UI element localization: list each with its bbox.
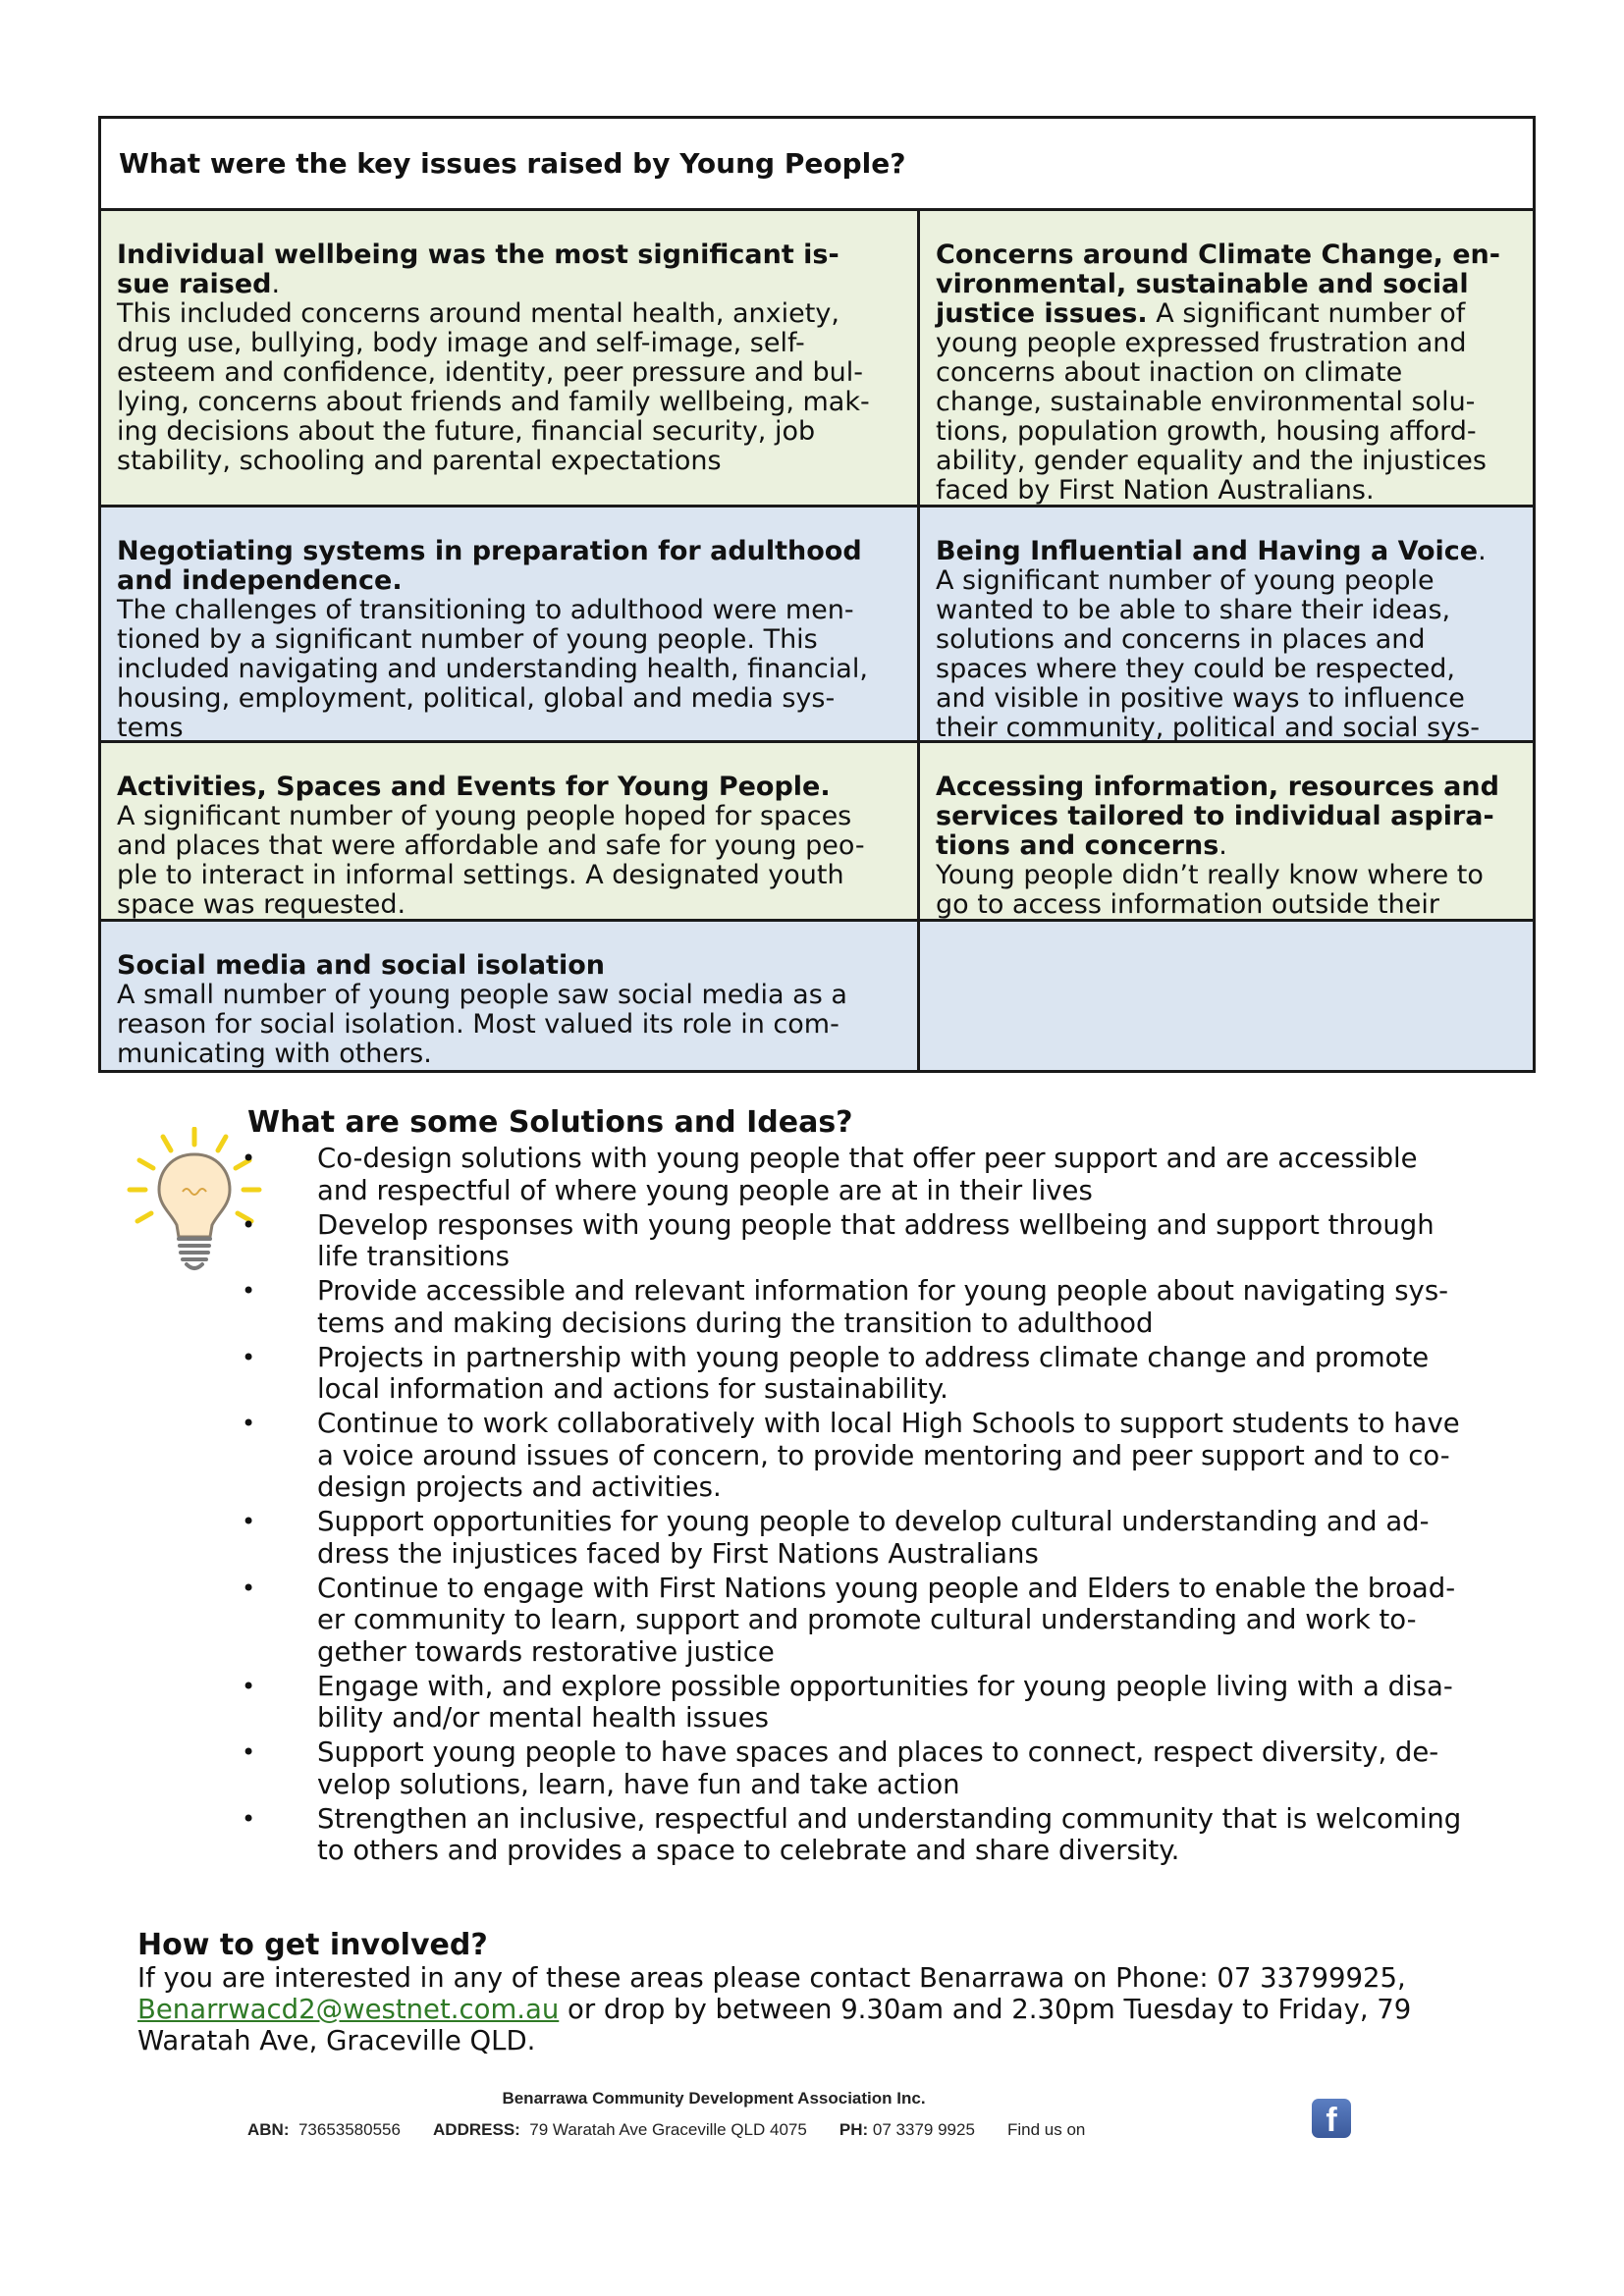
list-item (98, 1573, 1536, 1669)
address-label: ADDRESS: (433, 2120, 520, 2139)
get-involved-heading: How to get involved? (137, 1928, 488, 1962)
list-item (98, 1408, 1536, 1504)
solutions-list (98, 1143, 1536, 1869)
issue-cell-accessing-information (920, 743, 1533, 919)
issue-cell-empty (920, 922, 1533, 1070)
issues-row (101, 922, 1533, 1070)
solution-text: Support opportunities for young people to develop cultural understanding and ad- dress the injustices faced by First Nations Australians (317, 1506, 1430, 1570)
list-item (98, 1275, 1536, 1339)
solutions-heading: What are some Solutions and Ideas? (247, 1105, 853, 1140)
issues-row (101, 211, 1533, 507)
list-item (98, 1209, 1536, 1273)
list-item (98, 1736, 1536, 1800)
issue-cell-climate-change (920, 211, 1533, 505)
issue-cell-activities-spaces (101, 743, 920, 919)
issue-heading-tail: . (271, 269, 281, 299)
issue-body: . A significant number of young people wanted to be able to share their ideas, solutions and concerns in places and spaces where they could be respected, and visible in positive ways to influence their community, political and social sys- (936, 536, 1487, 743)
issue-heading: Being Influential and Having a Voice (936, 536, 1479, 566)
abn-value: 73653580556 (298, 2120, 401, 2139)
issue-body: This included concerns around mental health, anxiety, drug use, bullying, body image and self-image, self- esteem and confidence, identity, peer pressure and bul- lying, concerns about friends and family wellbeing, mak- ing decisions about the future, financial security, job stability, schooling and parental expectations (117, 298, 870, 476)
list-item (98, 1506, 1536, 1570)
contact-text: or drop by between 9.30am and 2.30pm Tuesday to Friday, 79 Waratah Ave, Graceville QLD. (137, 1994, 1412, 2056)
solution-text: Projects in partnership with young people to address climate change and promote local information and actions for sustainability. (317, 1341, 1430, 1405)
bullet-icon: • (242, 1738, 256, 1766)
issue-cell-individual-wellbeing (101, 211, 920, 505)
footer-org-name: Benarrawa Community Development Association Inc. (502, 2089, 926, 2108)
issue-cell-influential-voice (920, 507, 1533, 743)
issues-row (101, 743, 1533, 922)
issue-heading: Concerns around Climate Change, en- vironmental, sustainable and social justice issues. (936, 240, 1500, 329)
get-involved-text (137, 1962, 1532, 2056)
list-item (98, 1143, 1536, 1206)
bullet-icon: • (242, 1574, 256, 1602)
solution-text: Engage with, and explore possible opportunities for young people living with a disa- bility and/or mental health issues (317, 1670, 1453, 1734)
list-item (98, 1803, 1536, 1867)
footer-details (247, 2120, 1085, 2140)
email-link[interactable]: Benarrwacd2@westnet.com.au (137, 1994, 560, 2025)
bullet-icon: • (242, 1508, 256, 1535)
list-item (98, 1342, 1536, 1406)
get-involved-section (137, 1929, 1532, 2056)
list-item (98, 1671, 1536, 1735)
bullet-icon: • (242, 1145, 256, 1172)
issue-cell-negotiating-systems (101, 507, 920, 743)
issue-body: A significant number of young people expressed frustration and concerns about inaction on climate change, sustainable environmental solu- tions, population growth, housing afford- ability, gender equality and the injustices faced by First Nation Australians. (936, 298, 1487, 506)
solution-text: Support young people to have spaces and places to connect, respect diversity, de- velop solutions, learn, have fun and take action (317, 1736, 1439, 1800)
facebook-icon[interactable]: f (1312, 2099, 1351, 2138)
bullet-icon: • (242, 1804, 256, 1833)
bullet-icon: • (242, 1410, 256, 1437)
solution-text: Continue to engage with First Nations young people and Elders to enable the broad- er community to learn, support and promote cultural understanding and work to- gether towards restorative justice (317, 1572, 1456, 1668)
issues-row (101, 507, 1533, 743)
solution-text: Co-design solutions with young people that offer peer support and are accessible and respectful of where young people are at in their lives (317, 1143, 1418, 1206)
issues-table-title: What were the key issues raised by Young People? (101, 119, 1533, 211)
issue-body: The challenges of transitioning to adulthood were men- tioned by a significant number of young people. This included navigating and understanding health, financial, housing, employment, political, global and media sys- tems (117, 595, 868, 743)
issue-body: . Young people didn’t really know where to go to access information outside their (936, 830, 1484, 920)
solution-text: Develop responses with young people that address wellbeing and support through life transitions (317, 1208, 1435, 1272)
issues-table (98, 116, 1536, 1073)
issue-body: A small number of young people saw social media as a reason for social isolation. Most valued its role in com- municating with others. (117, 980, 847, 1069)
issue-heading: Accessing information, resources and services tailored to individual aspira- tions and concerns (936, 772, 1499, 861)
solution-text: Provide accessible and relevant information for young people about navigating sys- tems and making decisions during the transition to adulthood (317, 1275, 1449, 1339)
issue-cell-social-media (101, 922, 920, 1070)
bullet-icon: • (242, 1343, 256, 1371)
bullet-icon: • (242, 1210, 256, 1239)
bullet-icon: • (242, 1277, 256, 1305)
address-value: 79 Waratah Ave Graceville QLD 4075 (529, 2120, 807, 2139)
bullet-icon: • (242, 1672, 256, 1700)
issue-heading: Activities, Spaces and Events for Young People. (117, 772, 831, 802)
phone-value: 07 3379 9925 (872, 2120, 975, 2139)
find-us-text: Find us on (1006, 2120, 1086, 2139)
issue-heading: Negotiating systems in preparation for adulthood and independence. (117, 536, 862, 596)
issue-heading: Social media and social isolation (117, 950, 605, 981)
abn-label: ABN: (247, 2120, 290, 2139)
contact-text: If you are interested in any of these areas please contact Benarrawa on Phone: 07 33799925, (137, 1962, 1406, 1994)
issue-body: A significant number of young people hoped for spaces and places that were affordable and safe for young peo- ple to interact in informal settings. A designated youth space was requested. (117, 801, 865, 920)
phone-label: PH: (839, 2120, 869, 2139)
issue-heading: Individual wellbeing was the most significant is- sue raised (117, 240, 839, 299)
solution-text: Strengthen an inclusive, respectful and understanding community that is welcoming to others and provides a space to celebrate and share diversity. (317, 1802, 1462, 1866)
solution-text: Continue to work collaboratively with local High Schools to support students to have a voice around issues of concern, to provide mentoring and peer support and to co- design projects and activities. (317, 1408, 1460, 1503)
